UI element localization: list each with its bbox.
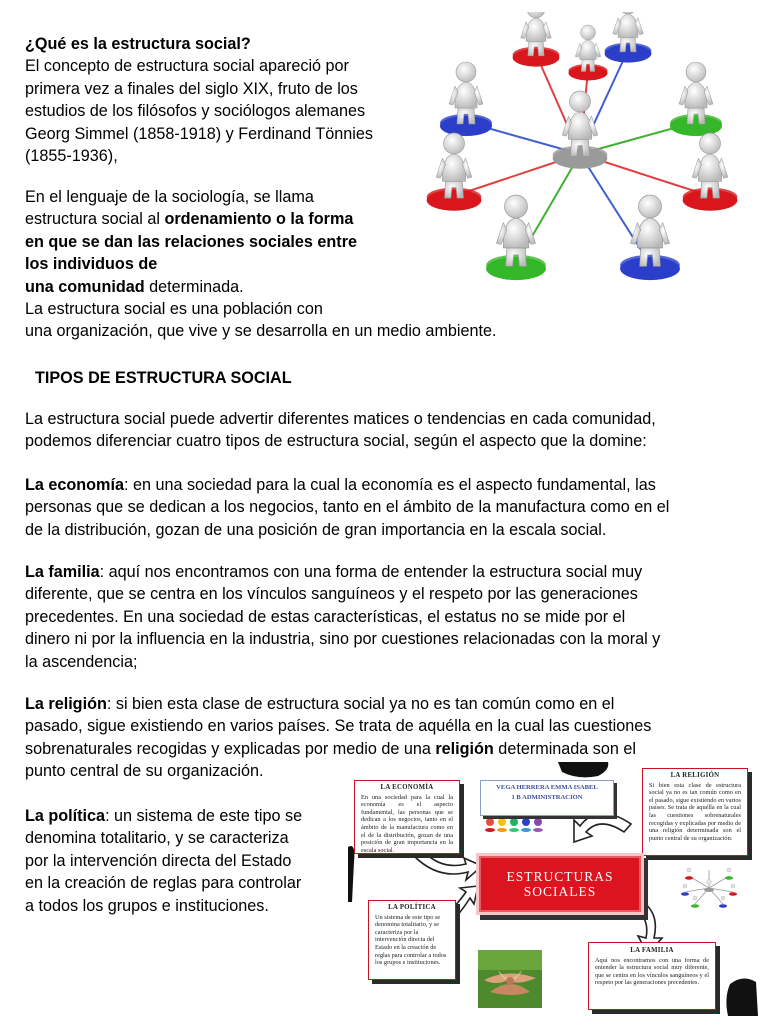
mindmap-names-box — [480, 780, 614, 816]
person-head — [456, 62, 476, 82]
definition-line: En el lenguaje de la sociología, se llama — [25, 188, 314, 206]
mindmap-religion-text: Si bien esta clase de estructura social ya no es tan común como en el pasado, sigue existiendo en varios países. Se trata de aquélla en la cual las cuestiones sobrenaturales recogidas y explicadas por medio de una religión determinada son el punto central de su organización. — [649, 781, 741, 842]
familia-line: la ascendencia; — [25, 652, 138, 671]
person-head — [639, 195, 662, 218]
network-person — [683, 133, 738, 211]
familia-line — [25, 561, 765, 583]
economia-line — [25, 474, 765, 496]
network-person — [605, 12, 652, 63]
familia-term: La familia — [25, 563, 100, 581]
politica-paragraph — [25, 805, 355, 917]
people-circle-illustration — [681, 868, 737, 908]
definition-text: determinada. — [144, 277, 244, 296]
familia-line: dinero ni por la influencia en la industria, sino por cuestiones relacionadas con la moral y — [25, 630, 661, 649]
decor-blob — [348, 846, 354, 902]
definition-line: una organización, que vive y se desarrolla en un medio ambiente. — [25, 322, 497, 341]
network-hub-person — [553, 91, 608, 169]
definition-emphasis: los individuos de — [25, 255, 158, 274]
mindmap-author: VEGA HERRERA EMMA ISABEL — [496, 784, 598, 791]
religion-text: sobrenaturales recogidas y explicadas por medio de una — [25, 739, 436, 758]
mindmap-politica-box — [368, 900, 456, 980]
economia-line: de la distribución, gozan de una posición de gran importancia en la escala social. — [25, 520, 607, 539]
mindmap-politica-title: LA POLÍTICA — [388, 904, 436, 911]
politica-term: La política — [25, 807, 106, 825]
person-head — [619, 12, 637, 14]
person-head — [505, 195, 528, 218]
network-person — [486, 195, 546, 280]
economia-text: : en una sociedad para la cual la economía es el aspecto fundamental, las — [123, 476, 656, 494]
network-person — [440, 62, 492, 136]
types-intro-line: podemos diferenciar cuatro tipos de estructura social, según el aspecto que la domine: — [25, 432, 647, 451]
definition-emphasis: ordenamiento o la forma — [164, 210, 354, 229]
mindmap-economia-text: En una sociedad para la cual la economía es el aspecto fundamental, las personas que se dedican a los negocios, tanto en el ámbito de la manufactura como en el de la distribución, gozan de una posición de gran importancia en la escala social. — [361, 793, 453, 854]
mindmap-center-line: SOCIALES — [523, 884, 597, 899]
religion-emphasis: religión — [435, 739, 494, 758]
types-intro-line: La estructura social puede advertir diferentes matices o tendencias en cada comunidad, — [25, 410, 656, 428]
network-person — [427, 133, 482, 211]
intro-line: El concepto de estructura social apareció por — [25, 57, 349, 76]
religion-line — [25, 693, 765, 715]
mindmap-economia-box — [354, 780, 460, 854]
religion-term: La religión — [25, 695, 107, 713]
familia-line: diferente, que se centra en los vínculos sanguíneos y el respeto por las generaciones — [25, 585, 638, 604]
politica-text: : un sistema de este tipo se — [105, 807, 303, 825]
network-person — [620, 195, 680, 280]
network-person — [513, 12, 560, 67]
network-person — [670, 62, 722, 136]
intro-section — [25, 33, 415, 167]
mindmap-religion-title: LA RELIGIÓN — [670, 772, 720, 779]
person-head — [581, 25, 596, 40]
person-head — [700, 133, 721, 154]
politica-line: a todos los grupos e instituciones. — [25, 896, 269, 915]
politica-line: denomina totalitario, y se caracteriza — [25, 829, 289, 848]
religion-line — [25, 738, 765, 760]
politica-line — [25, 805, 355, 827]
person-head — [570, 91, 591, 112]
mindmap-group: 1 B ADMINISTRACION — [511, 794, 583, 801]
familia-line: precedentes. En una sociedad de estas características, el estatus no se mide por el — [25, 607, 626, 626]
definition-emphasis: una comunidad — [25, 277, 145, 296]
mindmap-politica-text: Un sistema de este tipo se denomina totalitario, y se caracteriza por la intervención directa del Estado en la creación de reglas para controlar a todos los grupos e instituciones. — [375, 913, 447, 967]
decor-blob — [726, 978, 758, 1016]
mindmap-familia-box — [588, 942, 716, 1010]
hands-circle-photo — [478, 950, 542, 1008]
person-head — [527, 12, 545, 18]
curved-arrow-icon — [574, 813, 631, 842]
familia-text: : aquí nos encontramos con una forma de entender la estructura social muy — [99, 563, 643, 581]
definition-line: La estructura social es una población con — [25, 300, 323, 319]
politica-line: en la creación de reglas para controlar — [25, 874, 302, 893]
intro-line: primera vez a finales del siglo XIX, fruto de los — [25, 79, 358, 98]
familia-paragraph — [25, 561, 765, 673]
definition-emphasis: en que se dan las relaciones sociales entre — [25, 232, 358, 251]
economia-line: personas que se dedican a los negocios, tanto en el ámbito de la manufactura como en el — [25, 498, 670, 517]
mindmap-center-line: ESTRUCTURAS — [506, 869, 614, 884]
definition-text: estructura social al — [25, 210, 165, 229]
intro-line: estudios de los filósofos y sociólogos alemanes — [25, 102, 366, 121]
intro-heading: ¿Qué es la estructura social? — [25, 35, 251, 53]
intro-line: Georg Simmel (1858-1918) y Ferdinand Tönnies — [25, 124, 373, 143]
religion-line: pasado, sigue existiendo en varios países. Se trata de aquélla en la cual las cuestiones — [25, 717, 652, 736]
types-heading: TIPOS DE ESTRUCTURA SOCIAL — [35, 369, 292, 387]
decor-blob — [558, 762, 608, 777]
mindmap-economia-title: LA ECONOMÍA — [380, 784, 434, 791]
person-head — [686, 62, 706, 82]
types-intro — [25, 408, 765, 453]
mindmap-familia-title: LA FAMILIA — [630, 947, 674, 954]
mindmap-religion-box — [642, 768, 748, 856]
mindmap-center-title — [479, 856, 641, 912]
economia-paragraph — [25, 474, 765, 541]
economia-term: La economía — [25, 476, 124, 494]
mind-map-image — [348, 762, 758, 1016]
mindmap-familia-text: Aquí nos encontramos con una forma de entender la estructura social muy diferente, que se centra en los vínculos sanguíneos y el respeto por las generaciones precedentes. — [595, 956, 709, 987]
network-person — [569, 25, 608, 81]
network-nodes — [427, 12, 738, 280]
religion-text: determinada son el — [493, 739, 636, 758]
person-head — [444, 133, 465, 154]
intro-line: (1855-1936), — [25, 147, 118, 166]
religion-text: : si bien esta clase de estructura social ya no es tan común como en el — [106, 695, 615, 713]
religion-line: punto central de su organización. — [25, 762, 264, 781]
network-illustration — [418, 12, 748, 302]
politica-line: por la intervención directa del Estado — [25, 851, 292, 870]
